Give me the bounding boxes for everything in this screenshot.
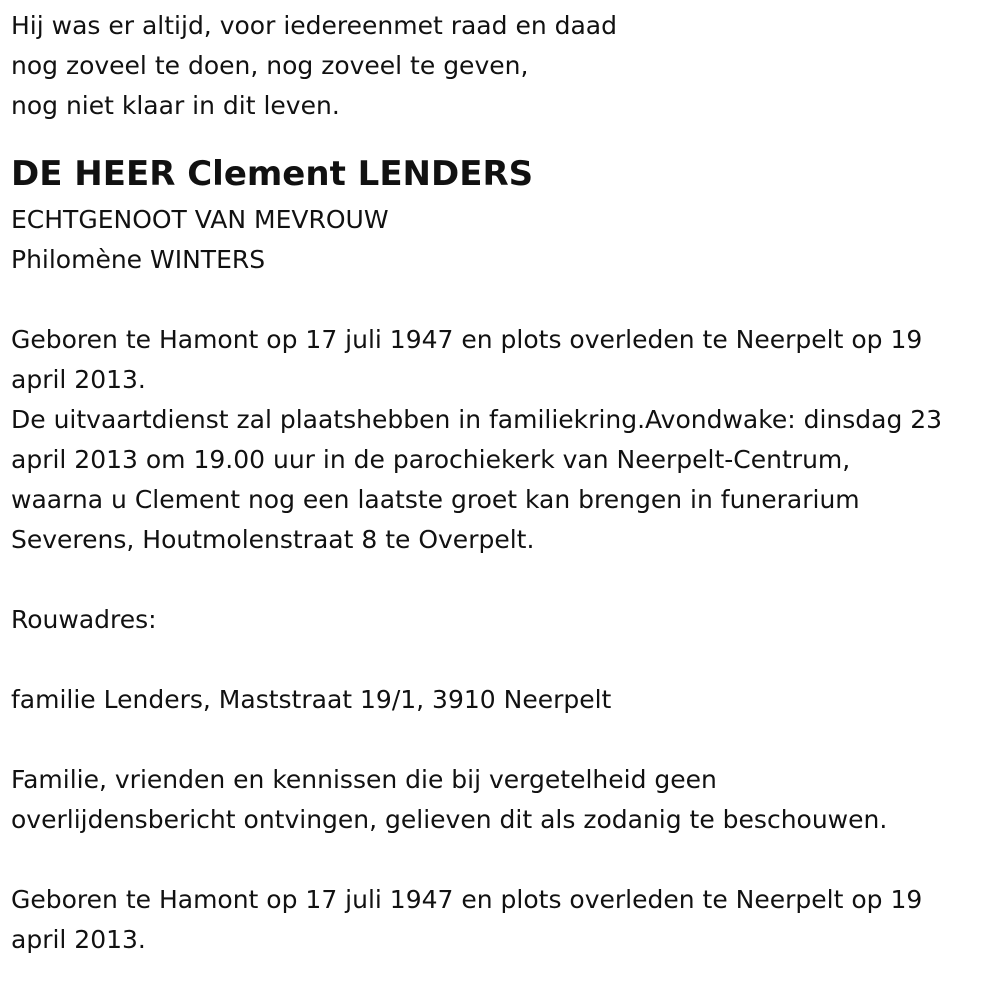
notice-line: Familie, vrienden en kennissen die bij vergetelheid geen: [11, 765, 717, 794]
poem: [11, 6, 996, 126]
repeat-line: Geboren te Hamont op 17 juli 1947 en plots overleden te Neerpelt op 19: [11, 885, 923, 914]
details-line: april 2013 om 19.00 uur in de parochiekerk van Neerpelt-Centrum,: [11, 445, 851, 474]
repeat-block: [11, 880, 996, 960]
details-line: april 2013.: [11, 365, 146, 394]
spouse-line: Philomène WINTERS: [11, 245, 266, 274]
address-label: Rouwadres:: [11, 605, 157, 634]
notice-block: [11, 760, 996, 840]
repeat-line: april 2013.: [11, 925, 146, 954]
notice-line: overlijdensbericht ontvingen, gelieven dit als zodanig te beschouwen.: [11, 805, 888, 834]
details-line: waarna u Clement nog een laatste groet kan brengen in funerarium: [11, 485, 860, 514]
poem-line: nog zoveel te doen, nog zoveel te geven,: [11, 51, 529, 80]
details-line: Geboren te Hamont op 17 juli 1947 en plots overleden te Neerpelt op 19: [11, 325, 923, 354]
details-line: Severens, Houtmolenstraat 8 te Overpelt.: [11, 525, 535, 554]
details-line: De uitvaartdienst zal plaatshebben in familiekring.Avondwake: dinsdag 23: [11, 405, 943, 434]
poem-line: nog niet klaar in dit leven.: [11, 91, 340, 120]
spouse-block: [11, 200, 996, 280]
mourning-address: familie Lenders, Maststraat 19/1, 3910 Neerpelt: [11, 685, 612, 714]
spouse-line: ECHTGENOOT VAN MEVROUW: [11, 205, 389, 234]
obituary-document: [11, 6, 996, 960]
poem-line: Hij was er altijd, voor iedereenmet raad en daad: [11, 11, 617, 40]
deceased-name: DE HEER Clement LENDERS: [11, 154, 534, 194]
details-block: [11, 320, 996, 560]
